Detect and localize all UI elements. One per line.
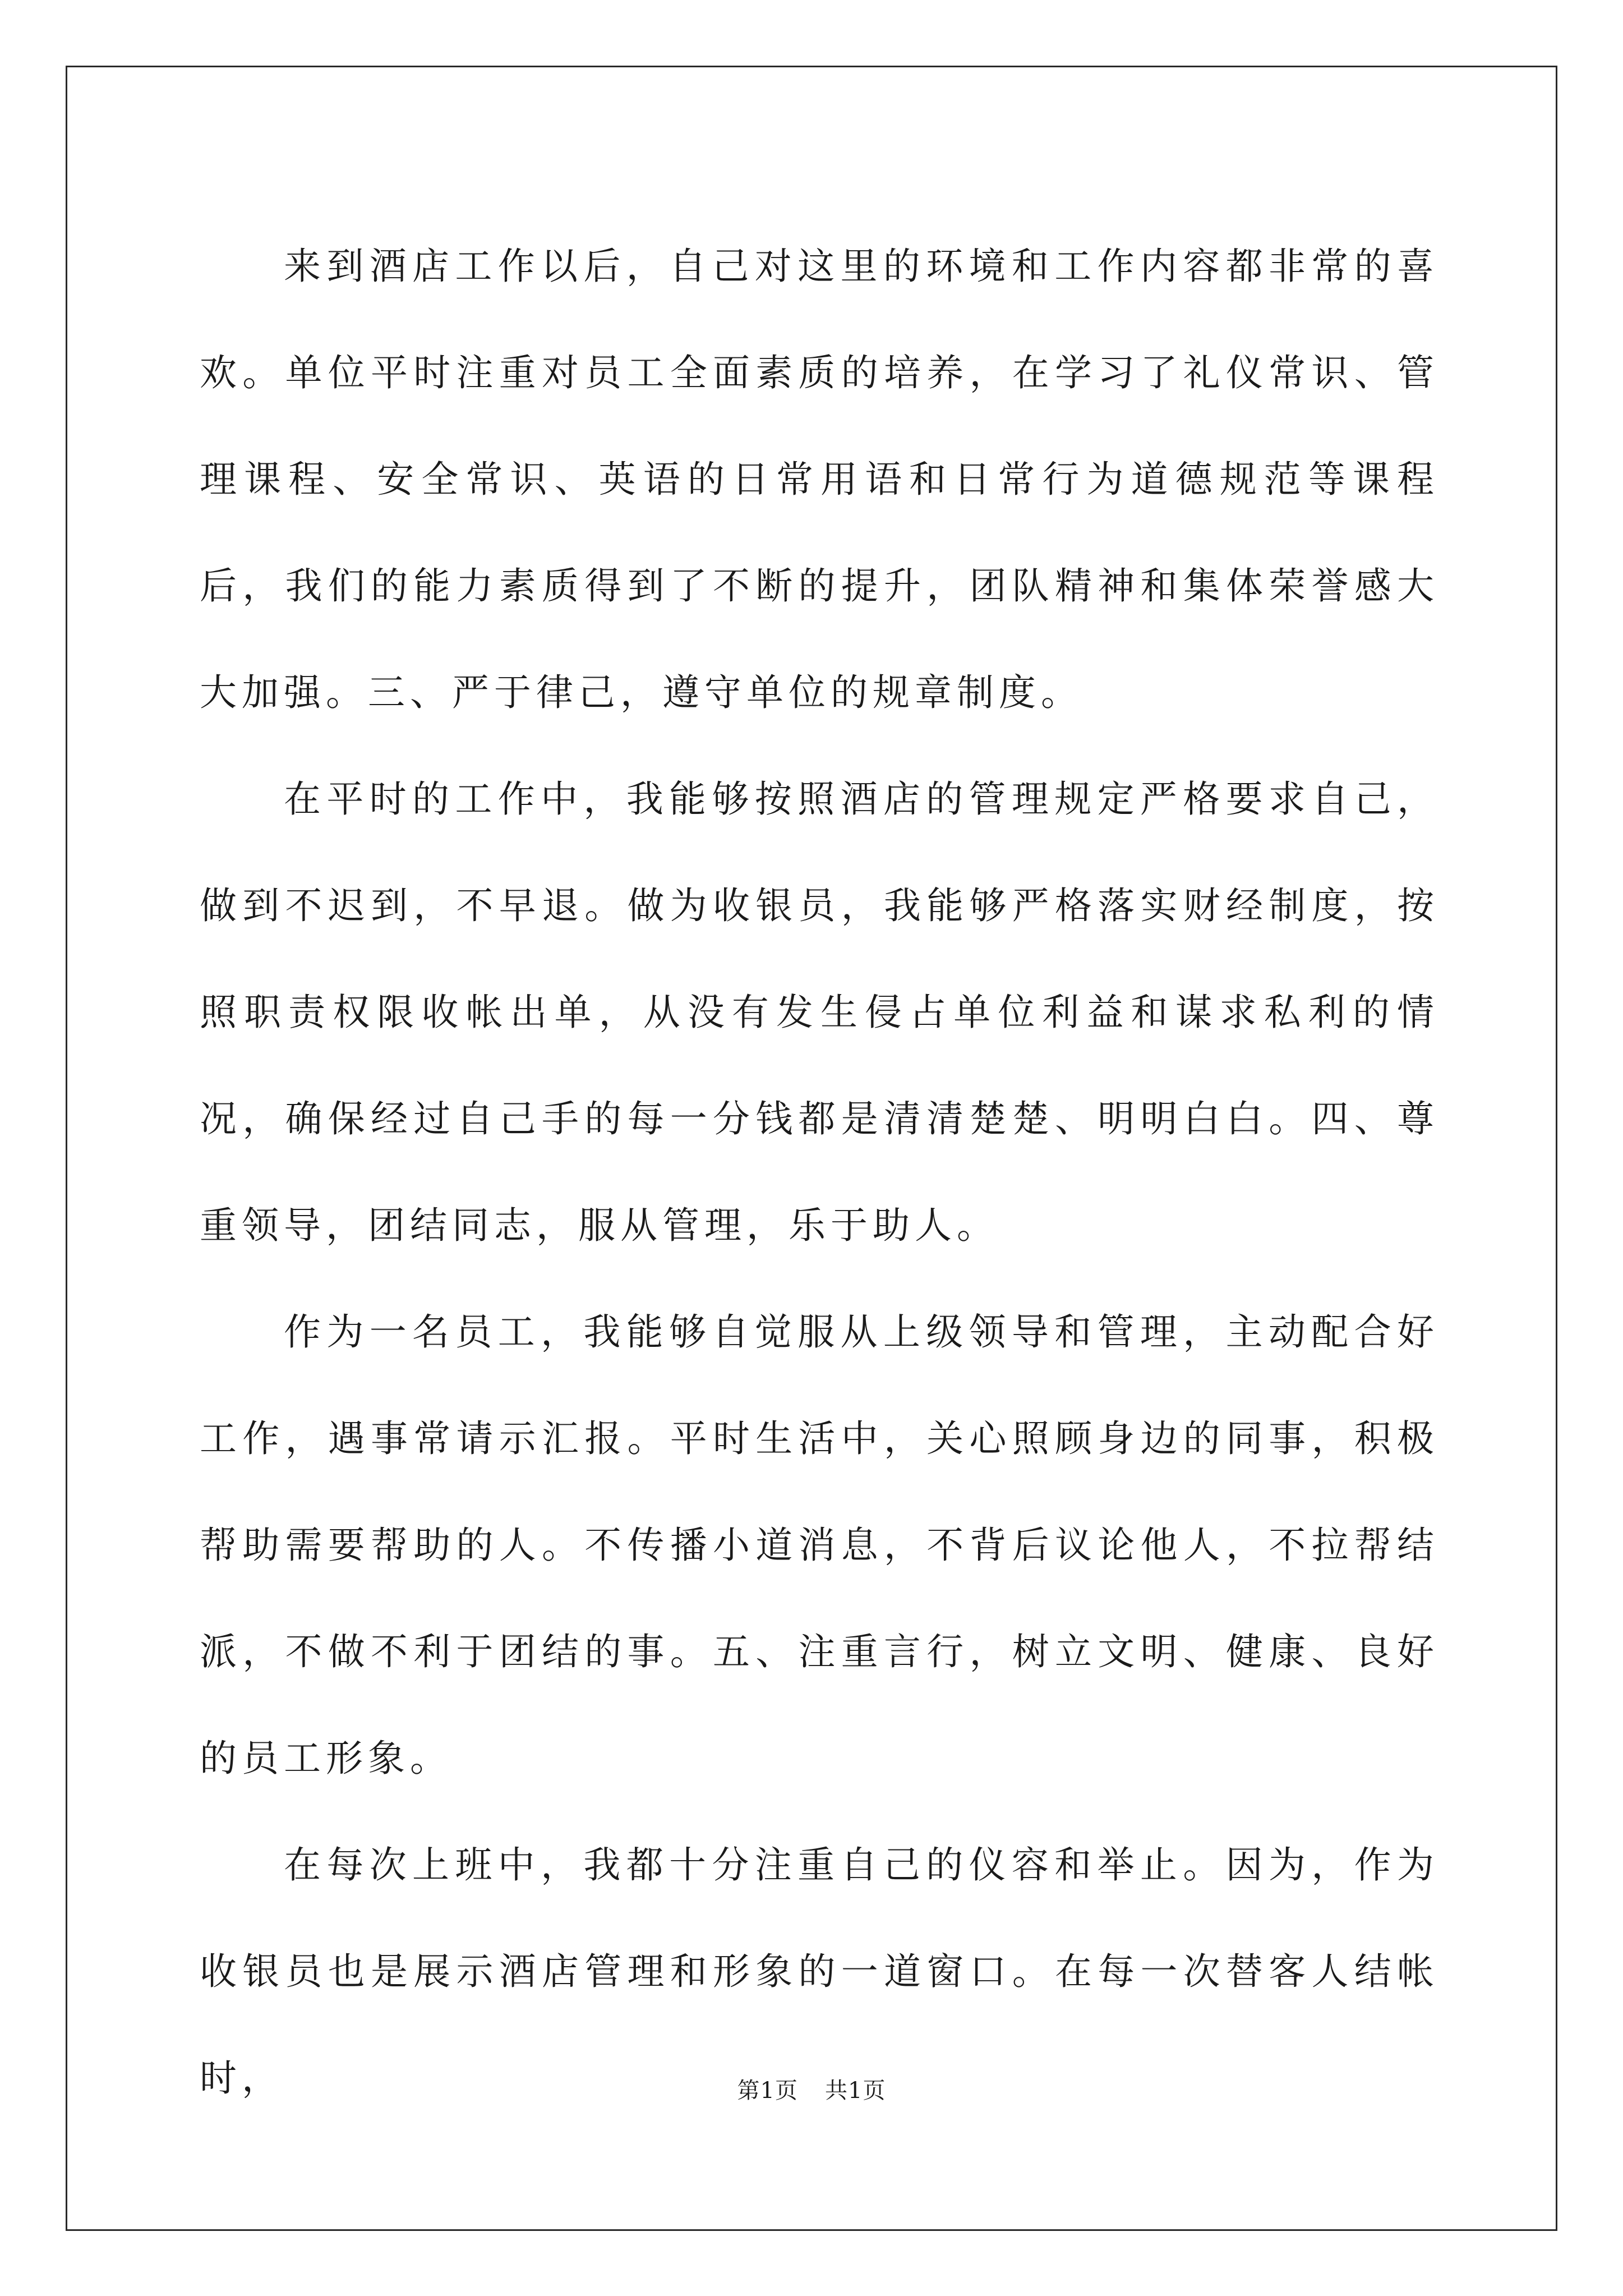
document-body <box>200 213 1439 2132</box>
page-footer <box>0 2074 1623 2108</box>
paragraph-3: 作为一名员工，我能够自觉服从上级领导和管理，主动配合好工作，遇事常请示汇报。平时生活中，关心照顾身边的同事，积极帮助需要帮助的人。不传播小道消息，不背后议论他人，不拉帮结派，不做不利于团结的事。五、注重言行，树立文明、健康、良好的员工形象。 <box>200 1310 1439 1780</box>
page-number-current: 第1页 <box>737 2078 798 2104</box>
paragraph-4: 在每次上班中，我都十分注重自己的仪容和举止。因为，作为收银员也是展示酒店管理和形象的一道窗口。在每一次替客人结帐时， <box>200 1843 1439 2100</box>
page-number-total: 共1页 <box>825 2078 886 2104</box>
paragraph-1: 来到酒店工作以后，自己对这里的环境和工作内容都非常的喜欢。单位平时注重对员工全面素质的培养，在学习了礼仪常识、管理课程、安全常识、英语的日常用语和日常行为道德规范等课程后，我们的能力素质得到了不断的提升，团队精神和集体荣誉感大大加强。三、严于律己，遵守单位的规章制度。 <box>200 245 1439 714</box>
paragraph-2: 在平时的工作中，我能够按照酒店的管理规定严格要求自己，做到不迟到，不早退。做为收银员，我能够严格落实财经制度，按照职责权限收帐出单，从没有发生侵占单位利益和谋求私利的情况，确保经过自己手的每一分钱都是清清楚楚、明明白白。四、尊重领导，团结同志，服从管理，乐于助人。 <box>200 777 1439 1247</box>
